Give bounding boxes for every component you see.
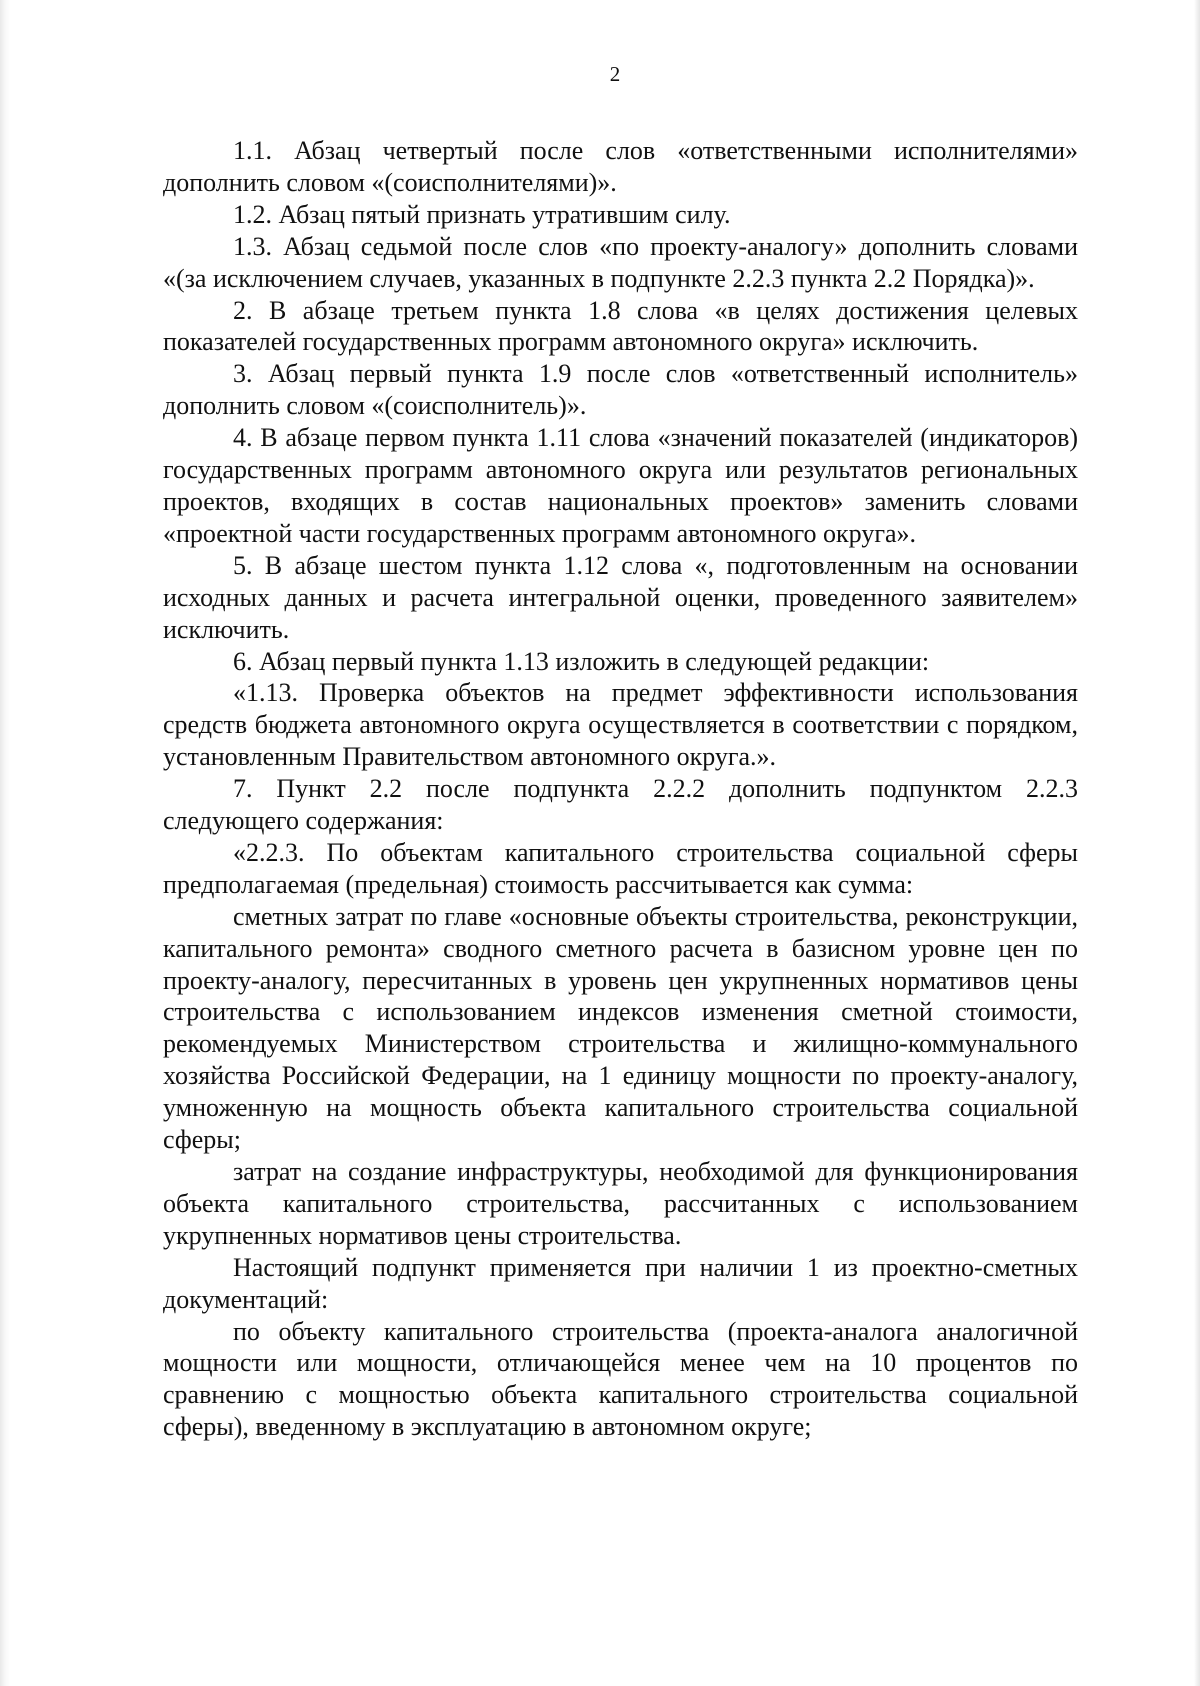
paragraph: 1.3. Абзац седьмой после слов «по проекту-аналогу» дополнить словами «(за исключением случаев, указанных в подпункте 2.2.3 пункта 2.2 Порядка)». <box>163 231 1078 293</box>
page-number: 2 <box>609 62 621 86</box>
paragraph: 1.2. Абзац пятый признать утратившим силу. <box>233 199 731 229</box>
scan-edge-left <box>0 0 10 1686</box>
paragraph: 4. В абзаце первом пункта 1.11 слова «значений показателей (индикаторов) государственных программ автономного округа или результатов региональных проектов, входящих в состав национальных проектов» заменить словами «проектной части государственных программ автономного округа». <box>163 423 1078 548</box>
paragraph: 3. Абзац первый пункта 1.9 после слов «ответственный исполнитель» дополнить словом «(соисполнитель)». <box>163 359 1078 421</box>
scan-edge-right <box>1194 0 1200 1686</box>
paragraph: по объекту капитального строительства (проекта-аналога аналогичной мощности или мощности, отличающейся менее чем на 10 процентов по сравнению с мощностью объекта капитального строительства социальной сферы), введенному в эксплуатацию в автономном округе; <box>163 1316 1078 1442</box>
paragraph: 1.1. Абзац четвертый после слов «ответственными исполнителями» дополнить словом «(соисполнителями)». <box>163 136 1078 197</box>
paragraph: 5. В абзаце шестом пункта 1.12 слова «, подготовленным на основании исходных данных и расчета интегральной оценки, проведенного заявителем» исключить. <box>163 550 1078 644</box>
paragraph: «1.13. Проверка объектов на предмет эффективности использования средств бюджета автономного округа осуществляется в соответствии с порядком, установленным Правительством автономного округа.». <box>163 678 1078 772</box>
paragraph: затрат на создание инфраструктуры, необходимой для функционирования объекта капитального строительства, рассчитанных с использованием укрупненных нормативов цены строительства. <box>163 1157 1078 1250</box>
document-body <box>163 135 1078 1443</box>
paragraph: сметных затрат по главе «основные объекты строительства, реконструкции, капитального ремонта» сводного сметного расчета в базисном уровне цен по проекту-аналогу, пересчитанных в уровень цен укрупненных нормативов цены строительства с использованием индексов изменения сметной стоимости, рекомендуемых Министерством строительства и жилищно-коммунального хозяйства Российской Федерации, на 1 единицу мощности по проекту-аналогу, умноженную на мощность объекта капитального строительства социальной сферы; <box>163 901 1078 1155</box>
paragraph: «2.2.3. По объектам капитального строительства социальной сферы предполагаемая (предельная) стоимость рассчитывается как сумма: <box>163 837 1078 899</box>
paragraph: 7. Пункт 2.2 после подпункта 2.2.2 дополнить подпунктом 2.2.3 следующего содержания: <box>163 774 1078 836</box>
paragraph: 6. Абзац первый пункта 1.13 изложить в следующей редакции: <box>233 646 930 676</box>
paragraph: 2. В абзаце третьем пункта 1.8 слова «в целях достижения целевых показателей государственных программ автономного округа» исключить. <box>163 295 1078 357</box>
paragraph: Настоящий подпункт применяется при наличии 1 из проектно-сметных документаций: <box>163 1252 1078 1314</box>
